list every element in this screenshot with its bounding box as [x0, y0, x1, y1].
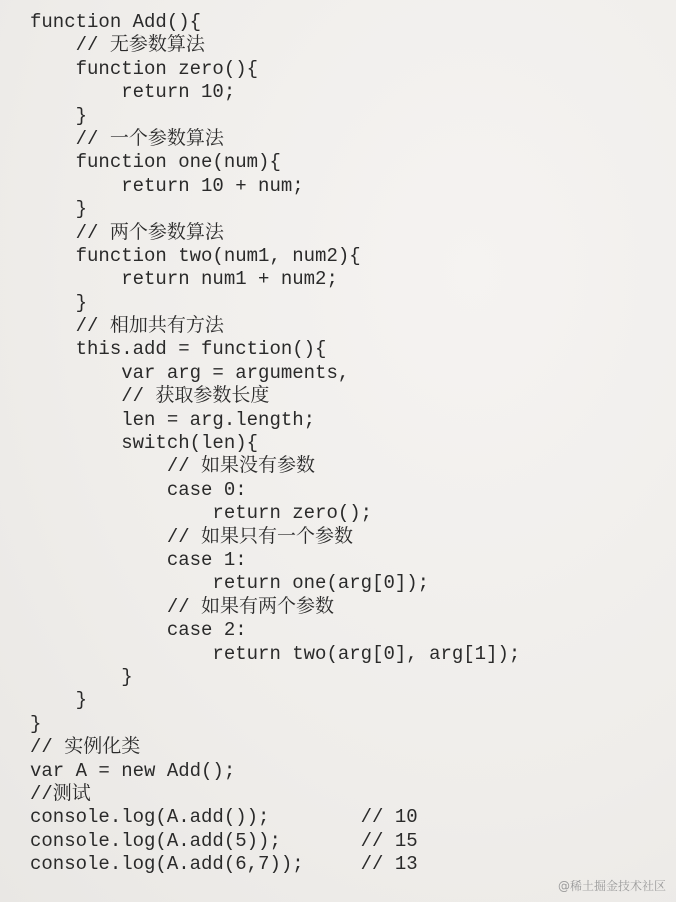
- code-line: return zero();: [30, 502, 373, 525]
- code-line: return num1 + num2;: [30, 268, 338, 291]
- code-line: console.log(A.add(6,7)); // 13: [30, 853, 418, 876]
- code-line: // 如果没有参数: [30, 455, 316, 478]
- code-line: return one(arg[0]);: [30, 572, 430, 595]
- code-line: function two(num1, num2){: [30, 244, 361, 267]
- code-line: console.log(A.add()); // 10: [30, 806, 418, 829]
- code-line: }: [30, 665, 133, 688]
- code-line: case 1:: [30, 548, 247, 571]
- code-line: case 2:: [30, 619, 247, 642]
- code-line: }: [30, 712, 42, 735]
- code-line: var A = new Add();: [30, 759, 236, 782]
- code-line: // 两个参数算法: [30, 221, 224, 244]
- code-line: }: [30, 291, 88, 314]
- code-line: }: [30, 689, 88, 712]
- code-block: [30, 11, 520, 876]
- code-line: var arg = arguments,: [30, 361, 350, 384]
- code-line: }: [30, 104, 88, 127]
- code-line: }: [30, 198, 88, 221]
- code-line: return two(arg[0], arg[1]);: [30, 642, 521, 665]
- code-line: function zero(){: [30, 57, 259, 80]
- code-line: console.log(A.add(5)); // 15: [30, 829, 418, 852]
- code-line: // 获取参数长度: [30, 385, 270, 408]
- code-line: function one(num){: [30, 151, 281, 174]
- code-line: return 10 + num;: [30, 174, 304, 197]
- code-line: // 如果只有一个参数: [30, 525, 354, 548]
- code-line: // 无参数算法: [30, 34, 205, 57]
- code-line: function Add(){: [30, 11, 202, 33]
- code-line: len = arg.length;: [30, 408, 316, 431]
- code-line: // 实例化类: [30, 736, 141, 759]
- code-line: //测试: [30, 782, 91, 805]
- code-line: // 如果有两个参数: [30, 595, 335, 618]
- code-line: // 相加共有方法: [30, 315, 224, 338]
- code-line: // 一个参数算法: [30, 127, 224, 150]
- code-line: return 10;: [30, 81, 236, 104]
- watermark: @稀土掘金技术社区: [557, 879, 666, 893]
- code-line: this.add = function(){: [30, 338, 327, 361]
- code-line: switch(len){: [30, 432, 259, 455]
- code-line: case 0:: [30, 478, 247, 501]
